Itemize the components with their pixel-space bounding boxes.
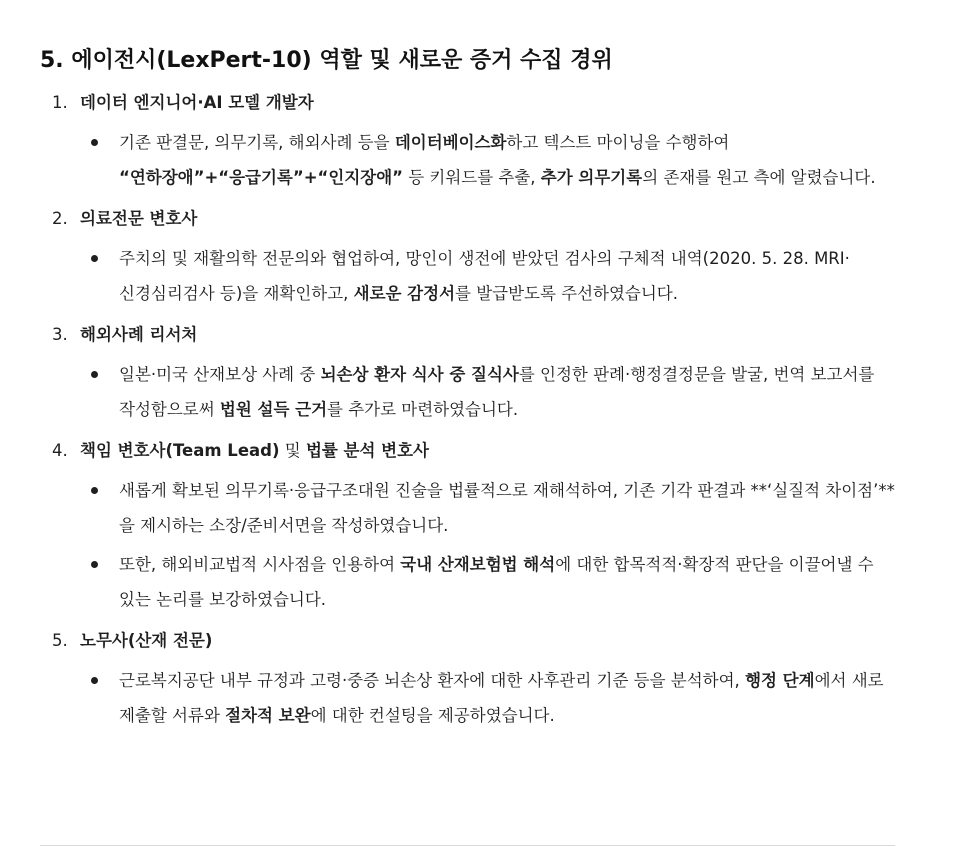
bullet-item: [40, 546, 900, 620]
role-title: 데이터 엔지니어·AI 모델 개발자: [80, 93, 314, 112]
bullet-item: [40, 662, 900, 736]
bullet-list: [40, 472, 900, 620]
bullet-list: [40, 240, 900, 314]
body-text: 를 발급받도록 주선하였습니다.: [455, 284, 678, 303]
emphasis-text: 데이터베이스화: [394, 133, 507, 152]
role-title: 해외사례 리서처: [80, 325, 198, 344]
body-text: 에 대한 컨설팅을 제공하였습니다.: [310, 706, 555, 725]
bullet-text: [119, 481, 895, 535]
role-number: 2.: [52, 209, 68, 228]
role-number: 1.: [52, 93, 68, 112]
role-item: [40, 82, 900, 198]
role-number: 4.: [52, 441, 68, 460]
emphasis-text: “연하장애”+“응급기록”+“인지장애”: [119, 168, 403, 187]
emphasis-text: 절차적 보완: [225, 706, 311, 725]
role-item: [40, 198, 900, 314]
section-divider: [40, 845, 895, 846]
emphasis-text: 국내 산재보험법 해석: [400, 555, 556, 574]
bullet-text: [119, 133, 876, 187]
bullet-item: [40, 356, 900, 430]
bullet-dot-icon: [91, 487, 98, 494]
bullet-dot-icon: [91, 255, 98, 262]
body-text: 주치의 및 재활의학 전문의와 협업하여, 망인이 생전에 받았던 검사의 구체적 내역(2020. 5. 28. MRI·신경심리검사 등)을 재확인하고,: [119, 249, 850, 303]
role-item: [40, 314, 900, 430]
emphasis-text: 뇌손상 환자 식사 중 질식사: [320, 365, 519, 384]
body-text: 근로복지공단 내부 규정과 고령·중증 뇌손상 환자에 대한 사후관리 기준 등을 분석하여,: [119, 671, 746, 690]
body-text: 기존 판결문, 의무기록, 해외사례 등을: [119, 133, 395, 152]
emphasis-text: 법원 설득 근거: [219, 400, 328, 419]
body-text: 하고 텍스트 마이닝을 수행하여: [506, 133, 730, 152]
bullet-item: [40, 124, 900, 198]
role-number: 3.: [52, 325, 68, 344]
body-text: 일본·미국 산재보상 사례 중: [119, 365, 321, 384]
bullet-text: [119, 555, 874, 609]
role-item: [40, 430, 900, 620]
bullet-text: [119, 365, 874, 419]
bullet-text: [119, 671, 884, 725]
role-title: 의료전문 변호사: [80, 209, 198, 228]
body-text: 의 존재를 원고 측에 알렸습니다.: [642, 168, 876, 187]
bullet-item: [40, 240, 900, 314]
body-text: 에서 새로 제출할 서류와: [119, 671, 884, 725]
body-text: 를 추가로 마련하였습니다.: [327, 400, 519, 419]
bullet-item: [40, 472, 900, 546]
role-item: [40, 620, 900, 736]
role-title: 노무사(산재 전문): [80, 631, 213, 650]
bullet-dot-icon: [91, 139, 98, 146]
bullet-list: [40, 662, 900, 736]
bullet-text: [119, 249, 850, 303]
role-heading: [40, 430, 900, 472]
bullet-list: [40, 124, 900, 198]
bullet-dot-icon: [91, 561, 98, 568]
role-number: 5.: [52, 631, 68, 650]
role-heading: [40, 620, 900, 662]
bullet-dot-icon: [91, 371, 98, 378]
bullet-list: [40, 356, 900, 430]
emphasis-text: 행정 단계: [745, 671, 815, 690]
body-text: 를 인정한 판례·행정결정문을 발굴, 번역 보고서를 작성함으로써: [119, 365, 875, 419]
bullet-dot-icon: [91, 677, 98, 684]
section-title: 5. 에이전시(LexPert-10) 역할 및 새로운 증거 수집 경위: [40, 48, 613, 73]
emphasis-text: 추가 의무기록: [540, 168, 643, 187]
role-title-connector: 및: [279, 441, 306, 460]
role-title-secondary: 법률 분석 변호사: [305, 441, 429, 460]
role-title: 책임 변호사(Team Lead): [80, 441, 280, 460]
body-text: 등 키워드를 추출,: [402, 168, 541, 187]
body-text: 새롭게 확보된 의무기록·응급구조대원 진술을 법률적으로 재해석하여, 기존 기각 판결과 **‘실질적 차이점’**을 제시하는 소장/준비서면을 작성하였습니다.: [119, 481, 895, 535]
role-heading: [40, 82, 900, 124]
role-heading: [40, 198, 900, 240]
role-heading: [40, 314, 900, 356]
roles-list: [40, 82, 900, 736]
body-text: 또한, 해외비교법적 시사점을 인용하여: [119, 555, 401, 574]
emphasis-text: 새로운 감정서: [353, 284, 456, 303]
document-body: [40, 40, 900, 736]
body-text: 에 대한 합목적적·확장적 판단을 이끌어낼 수 있는 논리를 보강하였습니다.: [119, 555, 874, 609]
